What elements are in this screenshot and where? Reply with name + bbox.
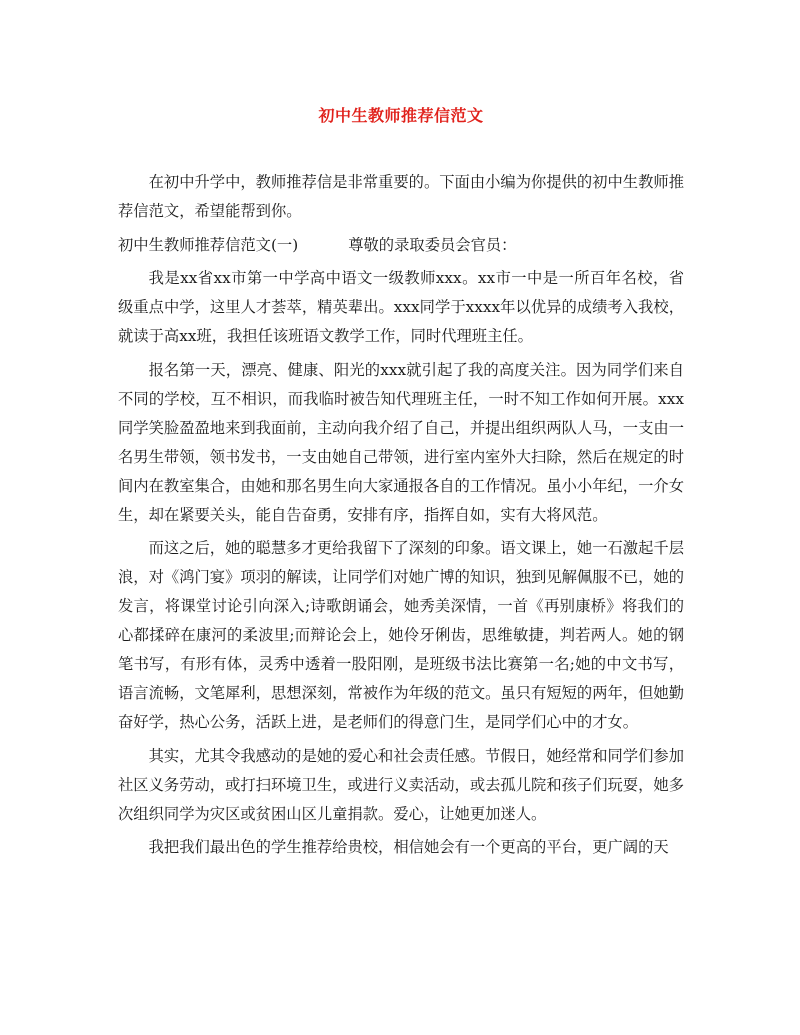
body-paragraph-1: 我是xx省xx市第一中学高中语文一级教师xxx。xx市一中是一所百年名校，省级重点中学，这里人才荟萃，精英辈出。xxx同学于xxxx年以优异的成绩考入我校，就读于高xx班，我担任该班语文教学工作，同时代理班主任。 [118, 269, 684, 345]
intro-paragraph: 在初中升学中，教师推荐信是非常重要的。下面由小编为你提供的初中生教师推荐信范文，希望能帮到你。 [118, 173, 684, 220]
body-paragraph-3: 而这之后，她的聪慧多才更给我留下了深刻的印象。语文课上，她一石激起千层浪，对《鸿门宴》项羽的解读，让同学们对她广博的知识，独到见解佩服不已，她的发言，将课堂讨论引向深入;诗歌朗诵会，她秀美深情，一首《再别康桥》将我们的心都揉碎在康河的柔波里;而辩论会上，她伶牙俐齿，思维敏捷，判若两人。她的钢笔书写，有形有体，灵秀中透着一股阳刚，是班级书法比赛第一名;她的中文书写，语言流畅，文笔犀利，思想深刻，常被作为年级的范文。虽只有短短的两年，但她勤奋好学，热心公务，活跃上进，是老师们的得意门生，是同学们心中的才女。 [118, 539, 684, 731]
salutation: 尊敬的录取委员会官员： [348, 235, 517, 254]
subheading-line [118, 231, 684, 260]
subheading-title: 初中生教师推荐信范文(一) [118, 235, 299, 254]
body-paragraph-4: 其实，尤其令我感动的是她的爱心和社会责任感。节假日，她经常和同学们参加社区义务劳动，或打扫环境卫生，或进行义卖活动，或去孤儿院和孩子们玩耍，她多次组织同学为灾区或贫困山区儿童捐款。爱心，让她更加迷人。 [118, 746, 684, 823]
document-body [118, 168, 684, 867]
body-paragraph-5: 我把我们最出色的学生推荐给贵校，相信她会有一个更高的平台，更广阔的天 [148, 838, 669, 856]
body-paragraph-2: 报名第一天，漂亮、健康、阳光的xxx就引起了我的高度关注。因为同学们来自不同的学校，互不相识，而我临时被告知代理班主任，一时不知工作如何开展。xxx同学笑脸盈盈地来到我面前，主动向我介绍了自己，并提出组织两队人马，一支由一名男生带领，领书发书，一支由她自己带领，进行室内室外大扫除，然后在规定的时间内在教室集合，由她和那名男生向大家通报各自的工作情况。虽小小年纪，一介女生，却在紧要关头，能自告奋勇，安排有序，指挥自如，实有大将风范。 [118, 360, 684, 524]
document-title: 初中生教师推荐信范文 [318, 106, 484, 125]
